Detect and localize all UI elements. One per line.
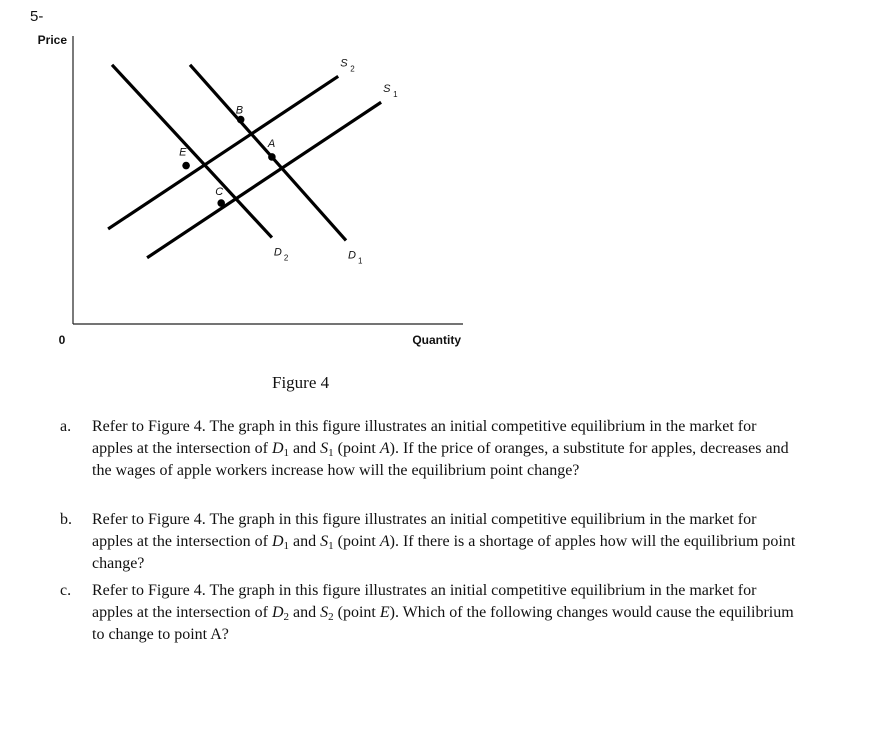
s2-label: S [340, 57, 348, 70]
origin-label: 0 [58, 333, 66, 347]
point-label-b: B [235, 104, 244, 117]
question-b-marker: b. [60, 511, 72, 528]
d1-label: D [348, 249, 356, 262]
question-text-part: (point [333, 604, 380, 621]
question-text-part: 2 [283, 611, 289, 623]
question-a [60, 416, 800, 482]
chart-series [108, 57, 398, 265]
point-b [237, 116, 245, 124]
question-c-marker: c. [60, 582, 72, 599]
question-text-part: Refer to Figure 4. The graph in this figure illustrates an initial competitive equilibrium in the market for apples at the intersection of [92, 582, 757, 621]
d2-label-sub: 2 [283, 253, 289, 263]
point-c [217, 199, 225, 207]
d1-label-sub: 1 [358, 256, 363, 266]
question-text-part: 1 [328, 540, 334, 552]
question-c [60, 580, 800, 646]
question-text-part: ). If the price of oranges, a substitute for apples, decreases and the wages of apple workers increase how will the equilibrium point change? [92, 440, 789, 479]
question-text-part: D [271, 440, 284, 457]
question-number: 5- [30, 8, 44, 25]
question-text-part: A [379, 440, 390, 457]
question-text-part: 2 [328, 611, 334, 623]
question-text-part: D [271, 604, 284, 621]
question-text-part: ). Which of the following changes would cause the equilibrium to change to point A? [92, 604, 794, 643]
question-b-text [92, 509, 800, 575]
x-axis-label: Quantity [412, 333, 461, 347]
question-c-text [92, 580, 800, 646]
question-text-part: D [271, 533, 284, 550]
question-text-part: A [379, 533, 390, 550]
question-text-part: Refer to Figure 4. The graph in this figure illustrates an initial competitive equilibrium in the market for apples at the intersection of [92, 418, 757, 457]
figure-caption: Figure 4 [272, 373, 330, 392]
question-text-part: and [289, 533, 321, 550]
question-text-part: and [289, 604, 321, 621]
question-text-part: 1 [283, 447, 289, 459]
point-a [268, 153, 276, 161]
s1-label-sub: 1 [393, 90, 398, 100]
question-text-part: S [320, 604, 329, 621]
question-text-part: 1 [328, 447, 334, 459]
question-text-part: Refer to Figure 4. The graph in this figure illustrates an initial competitive equilibrium in the market for apples at the intersection of [92, 511, 757, 550]
question-text-part: S [320, 533, 329, 550]
s2-label-sub: 2 [350, 64, 355, 74]
d2-label: D [273, 246, 282, 259]
y-axis-label: Price [37, 33, 67, 47]
question-text-part: 1 [283, 540, 289, 552]
supply-demand-chart [0, 0, 892, 360]
question-text-part: S [320, 440, 329, 457]
point-label-e: E [179, 146, 187, 159]
question-text-part: ). If there is a shortage of apples how will the equilibrium point change? [92, 533, 796, 572]
point-label-a: A [267, 137, 276, 150]
question-text-part: and [289, 440, 321, 457]
question-text-part: (point [333, 440, 380, 457]
question-a-marker: a. [60, 418, 72, 435]
question-b [60, 509, 800, 575]
question-text-part: E [379, 604, 390, 621]
s1-label: S [383, 83, 391, 96]
point-label-c: C [215, 186, 224, 199]
point-e [182, 162, 190, 170]
question-text-part: (point [333, 533, 380, 550]
question-a-text [92, 416, 800, 482]
